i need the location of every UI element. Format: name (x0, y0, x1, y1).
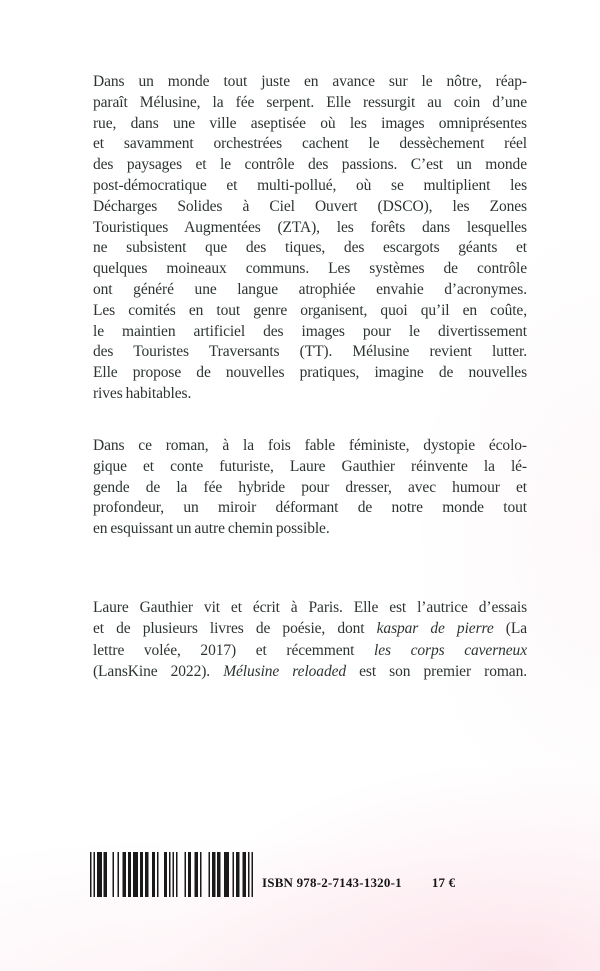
text-line: et savamment orchestrées cachent le dessèchement réel (93, 135, 527, 153)
text-line: Laure Gauthier vit et écrit à Paris. Elle est l’autrice d’essais (93, 599, 527, 616)
text-line: rives habitables. (93, 384, 192, 402)
isbn-footer (90, 852, 455, 897)
text-line: profondeur, un miroir déformant de notre monde tout (93, 499, 527, 517)
text-line: des Touristes Traversants (TT). Mélusine revient lutter. (93, 343, 527, 361)
text-line: Décharges Solides à Ciel Ouvert (DSCO), les Zones (93, 197, 527, 215)
author-bio-paragraph (93, 597, 527, 682)
isbn-text: ISBN 978-2-7143-1320-1 (262, 875, 402, 890)
barcode (90, 852, 253, 897)
text-line: Elle propose de nouvelles pratiques, imagine de nouvelles (93, 364, 527, 382)
text-line: et de plusieurs livres de poésie, dont kaspar de pierre (La (93, 620, 527, 638)
price-text: 17 € (431, 875, 456, 890)
text-line: Les comités en tout genre organisent, quoi qu’il en coûte, (93, 301, 527, 319)
text-line: ne subsistent que des tiques, des escargots géants et (93, 239, 527, 257)
text-line: (LansKine 2022). Mélusine reloaded est son premier roman. (93, 662, 528, 680)
text-line: lettre volée, 2017) et récemment les corps caverneux (93, 641, 527, 659)
synopsis-paragraph (93, 72, 527, 405)
text-line: rue, dans une ville aseptisée où les images omniprésentes (93, 114, 527, 132)
text-line: paraît Mélusine, la fée serpent. Elle ressurgit au coin d’une (93, 93, 527, 111)
text-line: gique et conte futuriste, Laure Gauthier réinvente la lé- (93, 457, 527, 475)
pitch-paragraph (93, 436, 527, 540)
text-line: Dans un monde tout juste en avance sur le nôtre, réap- (93, 73, 527, 90)
text-line: quelques moineaux communs. Les systèmes de contrôle (93, 260, 527, 278)
text-line: le maintien artificiel des images pour le divertissement (93, 322, 527, 340)
text-line: Touristiques Augmentées (ZTA), les forêts dans lesquelles (93, 218, 527, 236)
text-line: en esquissant un autre chemin possible. (93, 520, 330, 538)
text-line: Dans ce roman, à la fois fable féministe, dystopie écolo- (93, 437, 527, 454)
text-line: gende de la fée hybride pour dresser, avec humour et (93, 478, 527, 496)
text-line: ont généré une langue atrophiée envahie d’acronymes. (93, 280, 527, 298)
text-line: post-démocratique et multi-pollué, où se multiplient les (93, 176, 527, 194)
text-line: des paysages et le contrôle des passions. C’est un monde (93, 156, 527, 174)
